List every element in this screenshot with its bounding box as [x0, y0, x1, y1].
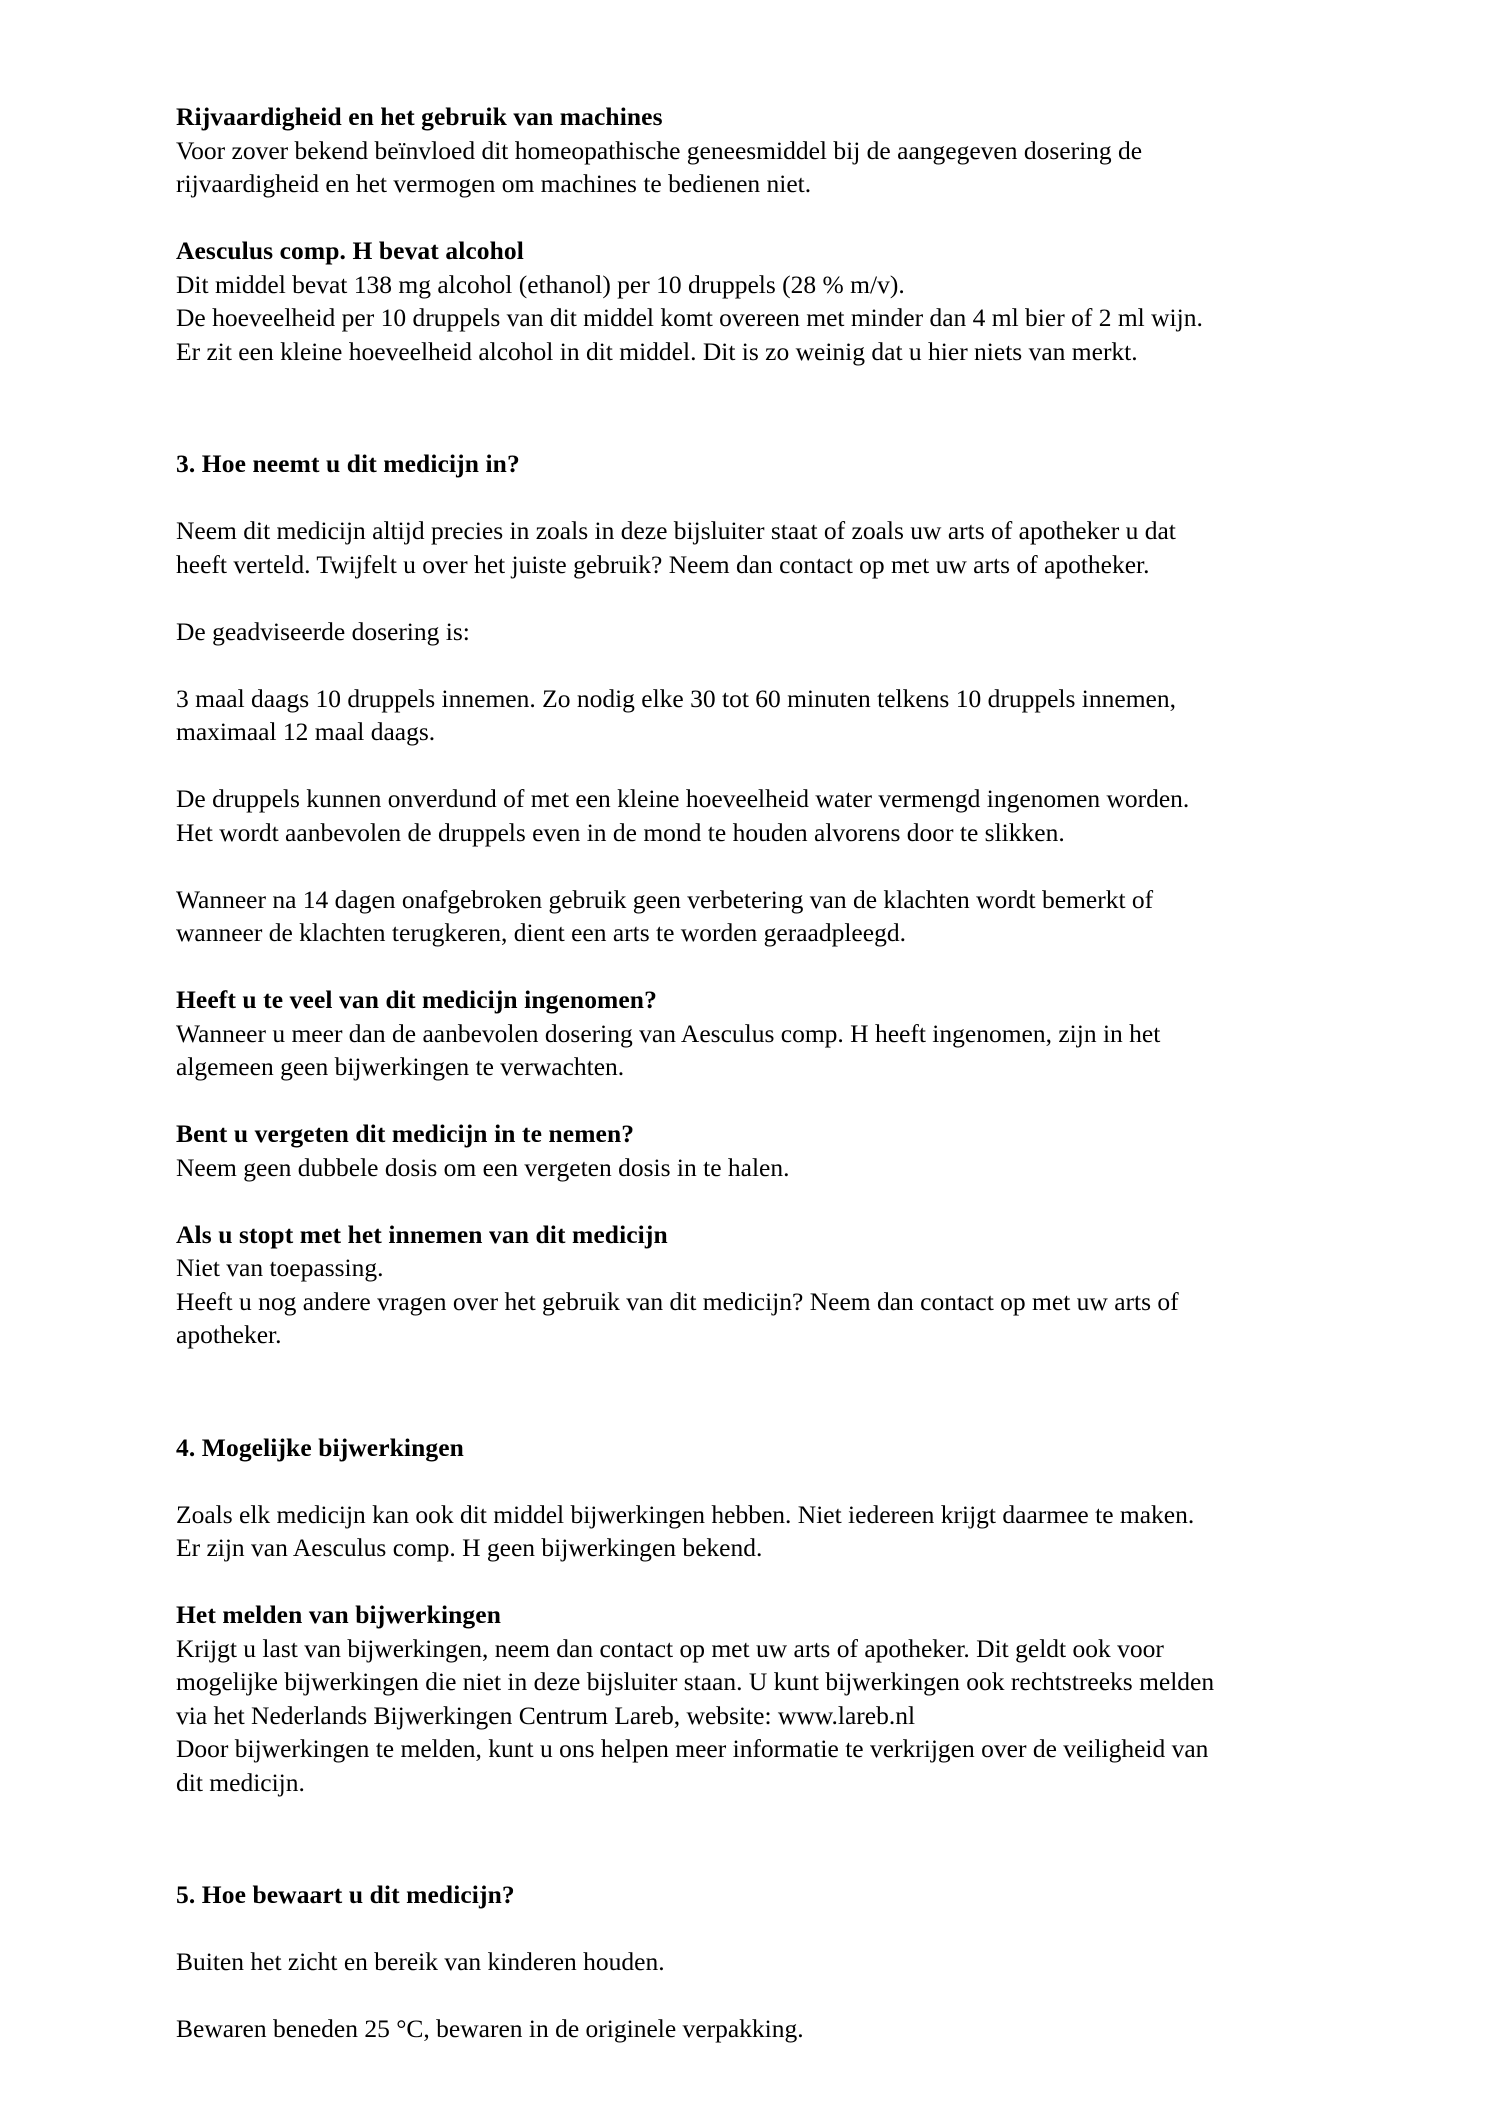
driving-line-1: Voor zover bekend beïnvloed dit homeopathische geneesmiddel bij de aangegeven dosering de	[176, 135, 1143, 165]
section-3-how-line-2: Het wordt aanbevolen de druppels even in de mond te houden alvorens door te slikken.	[176, 817, 1065, 847]
driving-heading: Rijvaardigheid en het gebruik van machines	[176, 102, 663, 131]
section-5-children-line: Buiten het zicht en bereik van kinderen houden.	[176, 1947, 665, 1976]
spacer	[176, 368, 1319, 447]
reporting-line-5: dit medicijn.	[176, 1767, 305, 1797]
spacer	[176, 849, 1319, 883]
spacer	[176, 648, 1319, 682]
stopping-line-2: Heeft u nog andere vragen over het gebruik van dit medicijn? Neem dan contact op met uw arts of	[176, 1286, 1179, 1316]
spacer	[176, 1184, 1319, 1218]
spacer	[176, 1799, 1319, 1878]
section-5-heading: 5. Hoe bewaart u dit medicijn?	[176, 1880, 515, 1909]
spacer	[176, 1464, 1319, 1498]
section-3-how-line-1: De druppels kunnen onverdund of met een kleine hoeveelheid water vermengd ingenomen worden.	[176, 784, 1190, 813]
overdose-line-2: algemeen geen bijwerkingen te verwachten.	[176, 1052, 625, 1081]
section-4-line-2: Er zijn van Aesculus comp. H geen bijwerkingen bekend.	[176, 1533, 763, 1562]
section-3-heading: 3. Hoe neemt u dit medicijn in?	[176, 449, 520, 478]
reporting-heading: Het melden van bijwerkingen	[176, 1600, 501, 1629]
spacer	[176, 1084, 1319, 1118]
reporting-line-4: Door bijwerkingen te melden, kunt u ons helpen meer informatie te verkrijgen over de veiligheid van	[176, 1734, 1209, 1763]
section-alcohol	[176, 234, 1319, 368]
alcohol-line-2: De hoeveelheid per 10 druppels van dit middel komt overeen met minder dan 4 ml bier of 2 ml wijn.	[176, 303, 1203, 332]
alcohol-line-3: Er zit een kleine hoeveelheid alcohol in dit middel. Dit is zo weinig dat u hier niets van merkt.	[176, 336, 1138, 366]
reporting-line-1: Krijgt u last van bijwerkingen, neem dan contact op met uw arts of apotheker. Dit geldt ook voor	[176, 1633, 1164, 1663]
spacer	[176, 1979, 1319, 2013]
section-3-dose-intro: De geadviseerde dosering is:	[176, 616, 470, 646]
section-4-line-1: Zoals elk medicijn kan ook dit middel bijwerkingen hebben. Niet iedereen krijgt daarmee te maken.	[176, 1499, 1195, 1529]
spacer	[176, 581, 1319, 615]
stopping-heading: Als u stopt met het innemen van dit medicijn	[176, 1219, 668, 1249]
missed-dose-line-1: Neem geen dubbele dosis om een vergeten dosis in te halen.	[176, 1152, 790, 1182]
spacer	[176, 1912, 1319, 1946]
section-3-dose-line-1: 3 maal daags 10 druppels innemen. Zo nodig elke 30 tot 60 minuten telkens 10 druppels innemen,	[176, 683, 1176, 713]
section-3	[176, 447, 1319, 1352]
spacer	[176, 1352, 1319, 1431]
section-3-dose-line-2: maximaal 12 maal daags.	[176, 717, 436, 746]
subsection-overdose	[176, 983, 1319, 1084]
reporting-line-2: mogelijke bijwerkingen die niet in deze bijsluiter staan. U kunt bijwerkingen ook rechtstreeks melden	[176, 1667, 1215, 1696]
overdose-line-1: Wanneer u meer dan de aanbevolen dosering van Aesculus comp. H heeft ingenomen, zijn in het	[176, 1018, 1161, 1048]
alcohol-heading: Aesculus comp. H bevat alcohol	[176, 236, 524, 265]
spacer	[176, 749, 1319, 783]
stopping-line-3: apotheker.	[176, 1320, 282, 1349]
subsection-reporting	[176, 1598, 1319, 1799]
document-body	[176, 100, 1319, 2046]
section-5	[176, 1878, 1319, 2046]
section-5-temperature-line: Bewaren beneden 25 °C, bewaren in de originele verpakking.	[176, 2014, 804, 2043]
reporting-line-3: via het Nederlands Bijwerkingen Centrum Lareb, website: www.lareb.nl	[176, 1700, 916, 1730]
spacer	[176, 481, 1319, 515]
section-3-14days-line-1: Wanneer na 14 dagen onafgebroken gebruik geen verbetering van de klachten wordt bemerkt of	[176, 884, 1154, 914]
driving-line-2: rijvaardigheid en het vermogen om machines te bedienen niet.	[176, 169, 812, 198]
overdose-heading: Heeft u te veel van dit medicijn ingenomen?	[176, 985, 657, 1014]
subsection-stopping	[176, 1218, 1319, 1352]
alcohol-line-1: Dit middel bevat 138 mg alcohol (ethanol) per 10 druppels (28 % m/v).	[176, 269, 905, 299]
section-3-intro-line-1: Neem dit medicijn altijd precies in zoals in deze bijsluiter staat of zoals uw arts of apotheker u dat	[176, 516, 1176, 545]
subsection-missed-dose	[176, 1117, 1319, 1184]
section-4	[176, 1431, 1319, 1800]
spacer	[176, 201, 1319, 235]
stopping-line-1: Niet van toepassing.	[176, 1253, 384, 1282]
missed-dose-heading: Bent u vergeten dit medicijn in te nemen?	[176, 1119, 635, 1148]
spacer	[176, 950, 1319, 984]
spacer	[176, 1565, 1319, 1599]
section-3-intro-line-2: heeft verteld. Twijfelt u over het juiste gebruik? Neem dan contact op met uw arts of apotheker.	[176, 549, 1150, 579]
section-3-14days-line-2: wanneer de klachten terugkeren, dient een arts te worden geraadpleegd.	[176, 918, 906, 947]
section-4-heading: 4. Mogelijke bijwerkingen	[176, 1432, 464, 1462]
section-driving	[176, 100, 1319, 201]
